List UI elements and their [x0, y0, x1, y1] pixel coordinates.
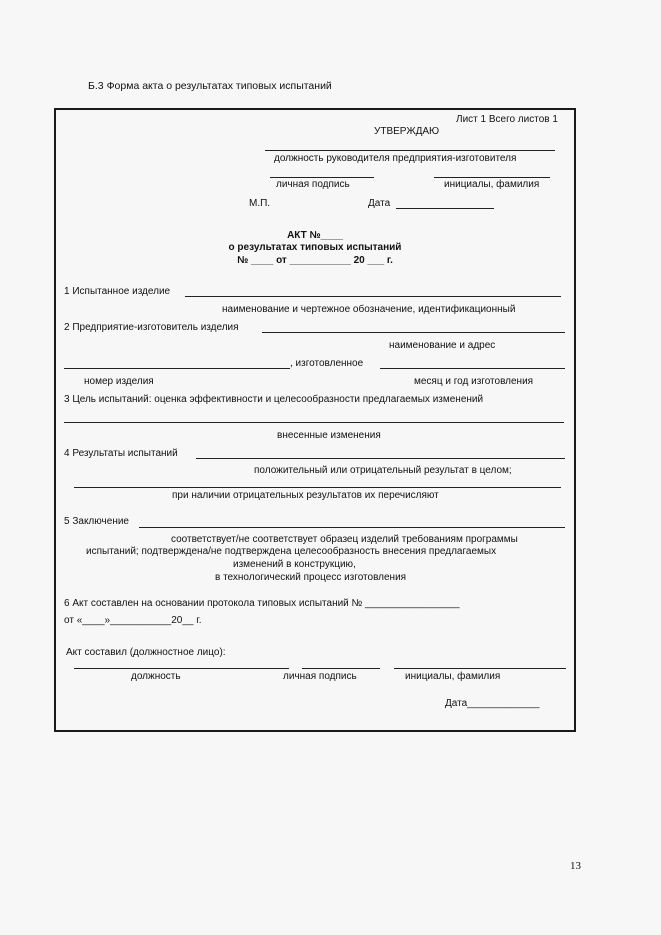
item6-date: от «____»___________20__ г.: [64, 615, 202, 626]
compiled-label: Акт составил (должностное лицо):: [66, 647, 226, 658]
serial-line: [64, 368, 290, 369]
item5-line: [139, 527, 565, 528]
compiled-signature-line: [302, 668, 380, 669]
compiled-initials-caption: инициалы, фамилия: [405, 671, 501, 682]
compiled-position-line: [74, 668, 289, 669]
initials-caption: инициалы, фамилия: [444, 179, 540, 190]
act-subtitle: о результатах типовых испытаний: [228, 242, 402, 253]
compiled-initials-line: [394, 668, 566, 669]
item6-label: 6 Акт составлен на основании протокола типовых испытаний № _________________: [64, 598, 460, 609]
position-line: [265, 150, 555, 151]
signature-caption: личная подпись: [276, 179, 350, 190]
initials-line: [434, 177, 550, 178]
item2-caption: наименование и адрес: [389, 340, 496, 351]
item1-caption: наименование и чертежное обозначение, идентификационный: [222, 304, 516, 315]
result-caption: положительный или отрицательный результат в целом;: [254, 465, 512, 476]
conclusion-line2: испытаний; подтверждена/не подтверждена целесообразность внесения предлагаемых: [86, 546, 497, 557]
signature-line: [270, 177, 374, 178]
manufacture-date-line: [380, 368, 565, 369]
act-title: АКТ №____: [287, 230, 343, 241]
item2-line: [262, 332, 565, 333]
item3-line: [64, 422, 564, 423]
item4-line-2: [74, 487, 561, 488]
item4-label: 4 Результаты испытаний: [64, 448, 178, 459]
manufactured-label: , изготовленное: [290, 358, 364, 369]
sheet-info: Лист 1 Всего листов 1: [456, 114, 558, 125]
page-number: 13: [570, 860, 581, 872]
position-caption: должность руководителя предприятия-изготовителя: [274, 153, 517, 164]
act-number-line: № ____ от ___________ 20 ___ г.: [237, 255, 393, 266]
item4-line: [196, 458, 565, 459]
item5-label: 5 Заключение: [64, 516, 129, 527]
compiled-date: Дата_____________: [445, 698, 540, 709]
approve-date-line: [396, 208, 494, 209]
conclusion-line4: в технологический процесс изготовления: [215, 572, 407, 583]
seal-label: М.П.: [249, 198, 271, 209]
conclusion-line1: соответствует/не соответствует образец изделий требованиям программы: [171, 534, 518, 545]
item3-label: 3 Цель испытаний: оценка эффективности и целесообразности предлагаемых изменений: [64, 394, 484, 405]
section-title: Б.3 Форма акта о результатах типовых испытаний: [88, 80, 332, 92]
compiled-position-caption: должность: [131, 671, 181, 682]
item2-label: 2 Предприятие-изготовитель изделия: [64, 322, 239, 333]
negative-caption: при наличии отрицательных результатов их перечисляют: [172, 490, 439, 501]
item1-line: [185, 296, 561, 297]
approve-title: УТВЕРЖДАЮ: [374, 126, 440, 137]
approve-date-label: Дата: [368, 198, 391, 209]
changes-caption: внесенные изменения: [277, 430, 381, 441]
form-frame: [54, 108, 576, 732]
item1-label: 1 Испытанное изделие: [64, 286, 171, 297]
manufacture-date-caption: месяц и год изготовления: [414, 376, 534, 387]
serial-caption: номер изделия: [84, 376, 154, 387]
compiled-signature-caption: личная подпись: [283, 671, 357, 682]
conclusion-line3: изменений в конструкцию,: [233, 559, 356, 570]
